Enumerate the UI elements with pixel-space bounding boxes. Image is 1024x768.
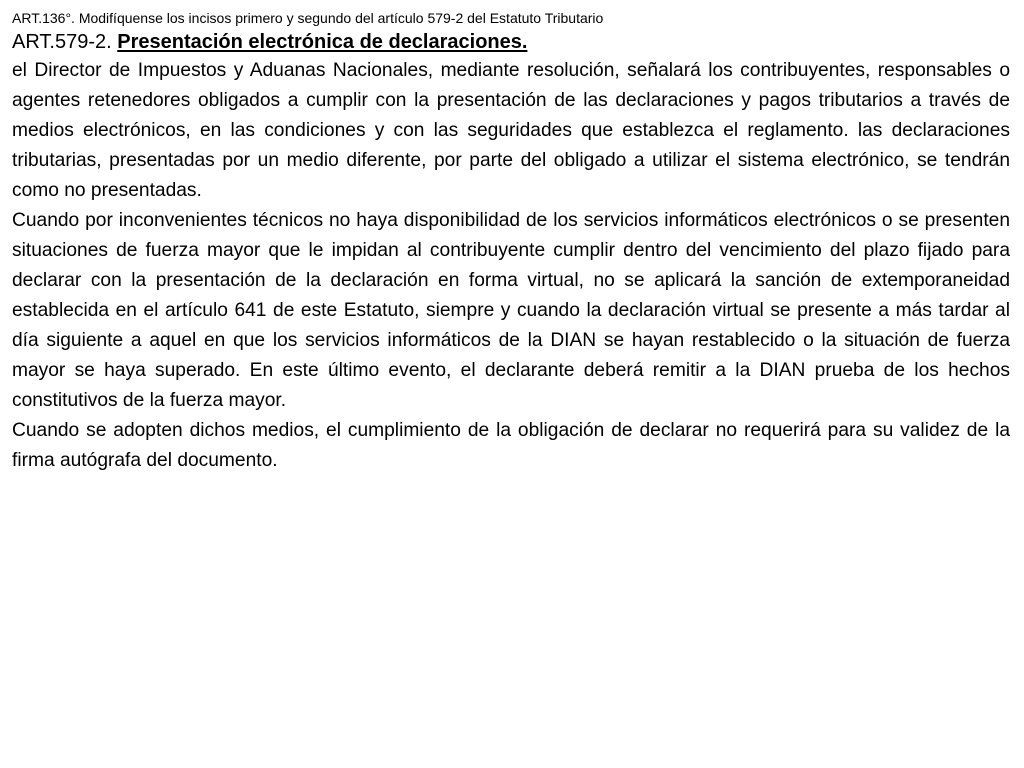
- article-title: Presentación electrónica de declaraciones.: [117, 31, 528, 53]
- paragraph-3: Cuando se adopten dichos medios, el cumplimiento de la obligación de declarar no requerirá para su validez de la firma autógrafa del documento.: [12, 420, 1010, 471]
- article-heading: [12, 28, 1010, 56]
- paragraph-1: el Director de Impuestos y Aduanas Nacionales, mediante resolución, señalará los contribuyentes, responsables o agentes retenedores obligados a cumplir con la presentación de las declaraciones y pagos tributarios a través de medios electrónicos, en las condiciones y con las seguridades que establezca el reglamento. las declaraciones tributarias, presentadas por un medio diferente, por parte del obligado a utilizar el sistema electrónico, se tendrán como no presentadas.: [12, 60, 1010, 201]
- amendment-header: ART.136°. Modifíquense los incisos primero y segundo del artículo 579-2 del Estatuto Tributario: [12, 10, 604, 26]
- article-number: ART.579-2.: [12, 31, 112, 53]
- document-page: [12, 8, 1010, 476]
- paragraph-2: Cuando por inconvenientes técnicos no haya disponibilidad de los servicios informáticos electrónicos o se presenten situaciones de fuerza mayor que le impidan al contribuyente cumplir dentro del vencimiento del plazo fijado para declarar con la presentación de la declaración en forma virtual, no se aplicará la sanción de extemporaneidad establecida en el artículo 641 de este Estatuto, siempre y cuando la declaración virtual se presente a más tardar al día siguiente a aquel en que los servicios informáticos de la DIAN se hayan restablecido o la situación de fuerza mayor se haya superado. En este último evento, el declarante deberá remitir a la DIAN prueba de los hechos constitutivos de la fuerza mayor.: [12, 210, 1010, 411]
